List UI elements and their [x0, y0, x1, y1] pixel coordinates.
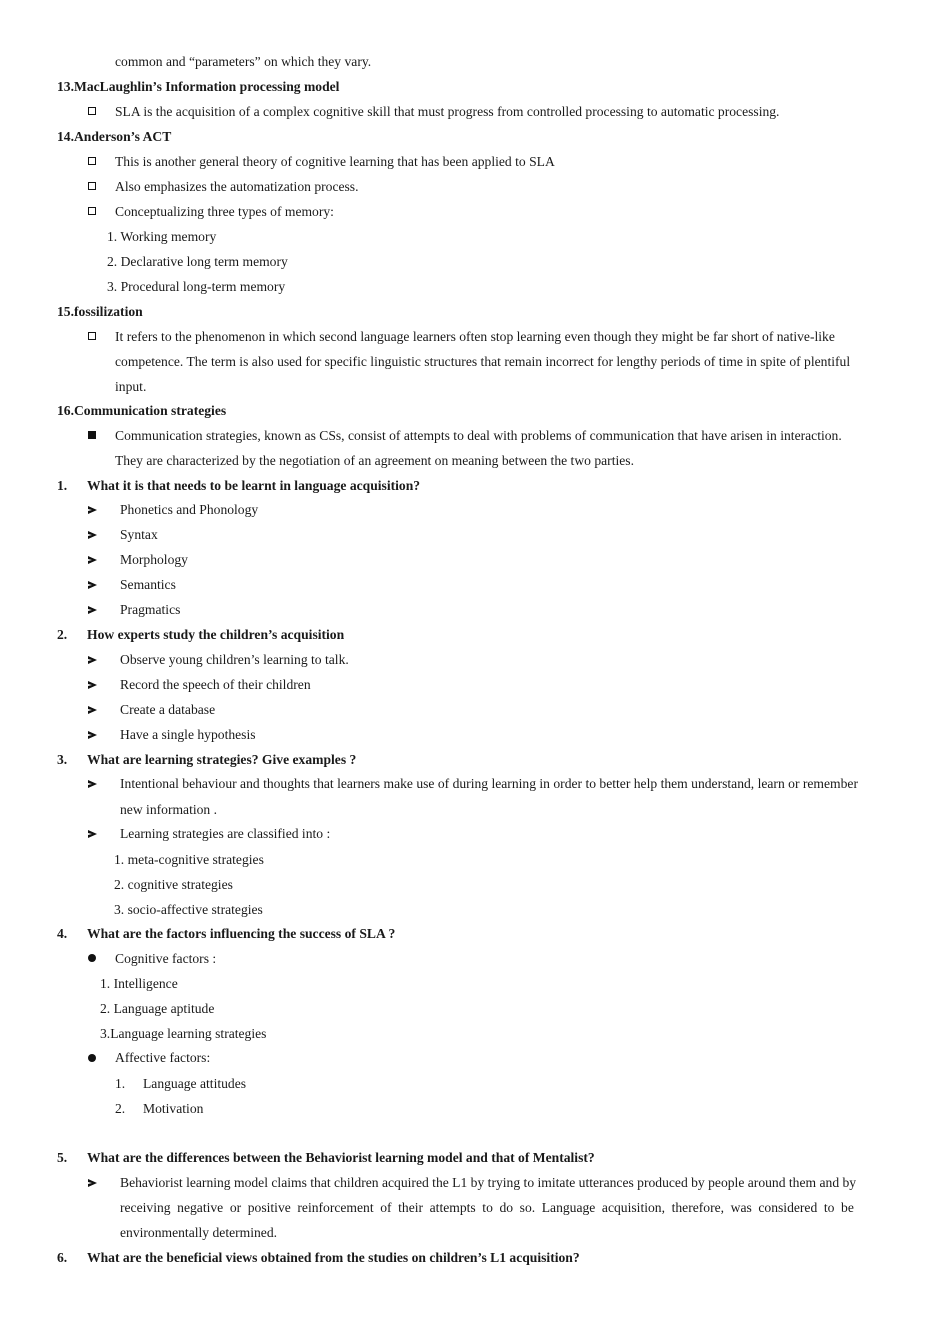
question-5: What are the differences between the Behaviorist learning model and that of Mentalist?	[87, 1150, 595, 1165]
heading-16: 16.Communication strategies	[57, 403, 227, 418]
answer-4a3: 3.Language learning strategies	[100, 1026, 267, 1041]
answer-3a-cont: new information .	[120, 802, 218, 817]
square-bullet-icon	[88, 157, 96, 165]
answer-2a: Observe young children’s learning to talk.	[120, 652, 349, 667]
text-16a: Communication strategies, known as CSs, consist of attempts to deal with problems of communication that have arisen in interaction.	[115, 428, 842, 443]
continuation-line: common and “parameters” on which they vary.	[115, 54, 372, 69]
question-4: What are the factors influencing the success of SLA ?	[87, 926, 396, 941]
answer-2d: Have a single hypothesis	[120, 727, 256, 742]
answer-1a: Phonetics and Phonology	[120, 502, 259, 517]
answer-4b1: Language attitudes	[143, 1076, 247, 1091]
list-item-14c1: 1. Working memory	[107, 229, 217, 244]
answer-3b2: 2. cognitive strategies	[114, 877, 233, 892]
question-number-3: 3.	[57, 752, 68, 767]
answer-5a: Behaviorist learning model claims that children acquired the L1 by trying to imitate utterances produced by people around them and by	[120, 1175, 857, 1190]
square-bullet-icon	[88, 182, 96, 190]
answer-2b: Record the speech of their children	[120, 677, 311, 692]
answer-5b: receiving negative or positive reinforcement of their attempts to do so. Language acquisition, therefore, was considered to be	[120, 1200, 854, 1215]
answer-4a2: 2. Language aptitude	[100, 1001, 215, 1016]
arrow-bullet-icon	[88, 506, 97, 514]
answer-4a: Cognitive factors :	[115, 951, 217, 966]
answer-3b: Learning strategies are classified into :	[120, 826, 331, 841]
question-2: How experts study the children’s acquisition	[87, 627, 345, 642]
arrow-bullet-icon	[88, 731, 97, 739]
arrow-bullet-icon	[88, 830, 97, 838]
answer-1e: Pragmatics	[120, 602, 181, 617]
heading-13: 13.MacLaughlin’s Information processing model	[57, 79, 340, 94]
arrow-bullet-icon	[88, 1179, 97, 1187]
answer-4b1-number: 1.	[115, 1076, 126, 1091]
question-number-6: 6.	[57, 1250, 68, 1265]
dot-bullet-icon	[88, 954, 96, 962]
answer-1b: Syntax	[120, 527, 158, 542]
answer-5c: environmentally determined.	[120, 1225, 278, 1240]
answer-4b: Affective factors:	[115, 1050, 211, 1065]
heading-14: 14.Anderson’s ACT	[57, 129, 172, 144]
text-14a: This is another general theory of cognitive learning that has been applied to SLA	[115, 154, 555, 169]
answer-1d: Semantics	[120, 577, 176, 592]
arrow-bullet-icon	[88, 606, 97, 614]
answer-1c: Morphology	[120, 552, 188, 567]
text-14c: Conceptualizing three types of memory:	[115, 204, 334, 219]
answer-3a: Intentional behaviour and thoughts that learners make use of during learning in order to better help them understand, learn or remember	[120, 776, 858, 791]
square-bullet-icon	[88, 207, 96, 215]
filled-square-bullet-icon	[88, 431, 96, 439]
question-number-1: 1.	[57, 478, 68, 493]
answer-2c: Create a database	[120, 702, 216, 717]
question-number-4: 4.	[57, 926, 68, 941]
square-bullet-icon	[88, 332, 96, 340]
question-1: What it is that needs to be learnt in language acquisition?	[87, 478, 421, 493]
square-bullet-icon	[88, 107, 96, 115]
answer-4a1: 1. Intelligence	[100, 976, 178, 991]
arrow-bullet-icon	[88, 780, 97, 788]
arrow-bullet-icon	[88, 556, 97, 564]
arrow-bullet-icon	[88, 531, 97, 539]
text-14b: Also emphasizes the automatization process.	[115, 179, 359, 194]
question-number-2: 2.	[57, 627, 68, 642]
dot-bullet-icon	[88, 1054, 96, 1062]
answer-3b1: 1. meta-cognitive strategies	[114, 852, 264, 867]
arrow-bullet-icon	[88, 706, 97, 714]
text-15c: input.	[115, 379, 147, 394]
answer-4b2-number: 2.	[115, 1101, 126, 1116]
text-15b: competence. The term is also used for specific linguistic structures that remain incorrect for lengthy periods of time in spite of plentiful	[115, 354, 851, 369]
question-3: What are learning strategies? Give examples ?	[87, 752, 357, 767]
text-15a: It refers to the phenomenon in which second language learners often stop learning even though they might be far short of native-like	[115, 329, 835, 344]
answer-4b2: Motivation	[143, 1101, 204, 1116]
arrow-bullet-icon	[88, 656, 97, 664]
arrow-bullet-icon	[88, 681, 97, 689]
question-6: What are the beneficial views obtained from the studies on children’s L1 acquisition?	[87, 1250, 580, 1265]
question-number-5: 5.	[57, 1150, 68, 1165]
heading-15: 15.fossilization	[57, 304, 143, 319]
arrow-bullet-icon	[88, 581, 97, 589]
text-13a: SLA is the acquisition of a complex cognitive skill that must progress from controlled processing to automatic processing.	[115, 104, 780, 119]
list-item-14c2: 2. Declarative long term memory	[107, 254, 288, 269]
answer-3b3: 3. socio-affective strategies	[114, 902, 263, 917]
text-16b: They are characterized by the negotiation of an agreement on meaning between the two parties.	[115, 453, 634, 468]
list-item-14c3: 3. Procedural long-term memory	[107, 279, 286, 294]
